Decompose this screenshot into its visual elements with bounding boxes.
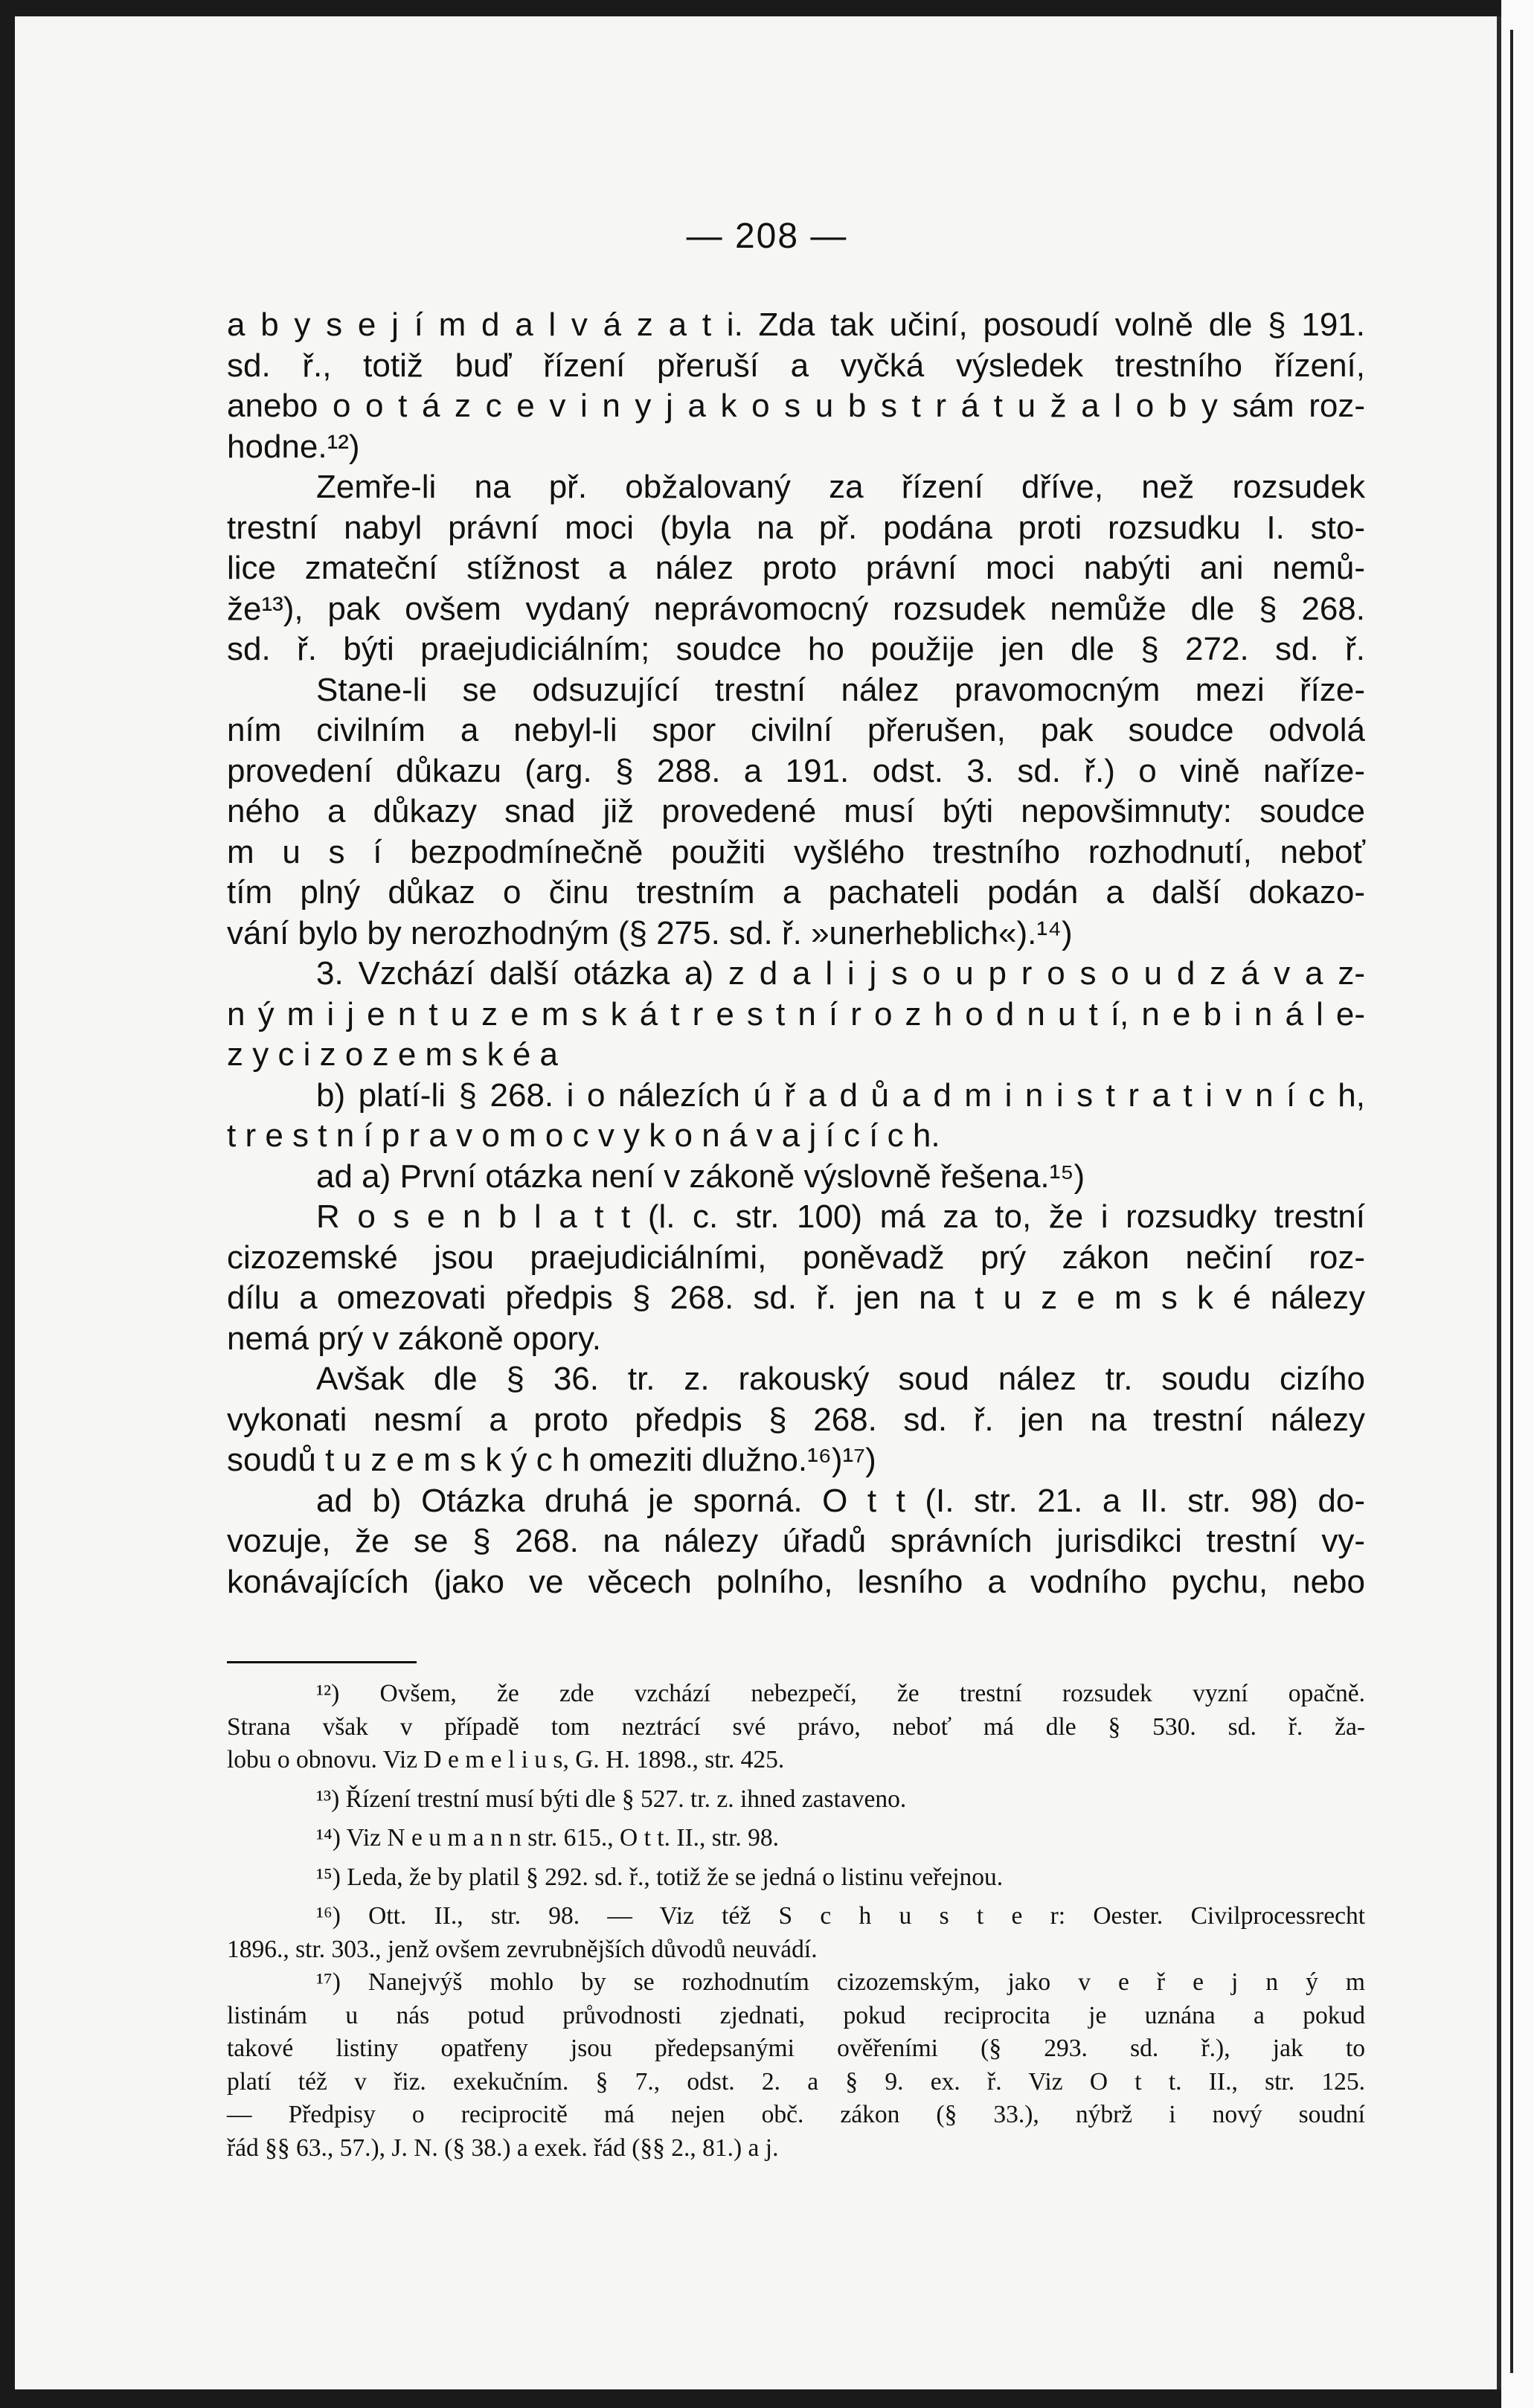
footnote-gap [227, 1777, 1365, 1783]
footnote-line: ¹⁵) Leda, že by platil § 292. sd. ř., totiž že se jedná o listinu veřejnou. [316, 1863, 1004, 1891]
footnotes [227, 1677, 1365, 2165]
text-line: sd. ř., totiž buď řízení přeruší a vyčká výsledek trestního řízení, [227, 347, 1365, 384]
footnote-line: řád §§ 63., 57.), J. N. (§ 38.) a exek. řád (§§ 2., 81.) a j. [227, 2134, 779, 2162]
text-line: n ý m i j e n t u z e m s k á t r e s t n í r o z h o d n u t í, n e b i n á l e- [227, 995, 1365, 1033]
text-line: nemá prý v zákoně opory. [227, 1320, 601, 1357]
text-line: z y c i z o z e m s k é a [227, 1036, 559, 1073]
text-line: dílu a omezovati předpis § 268. sd. ř. jen na t u z e m s k é nálezy [227, 1280, 1365, 1316]
text-line: hodne.¹²) [227, 428, 360, 465]
text-line: ného a důkazy snad již provedené musí býti nepovšimnuty: soudce [227, 793, 1365, 829]
footnote-line: platí též v řiz. exekučním. § 7., odst. 2. a § 9. ex. ř. Viz O t t. II., str. 125. [227, 2067, 1365, 2096]
text-line: trestní nabyl právní moci (byla na př. podána proti rozsudku I. sto- [227, 509, 1365, 546]
footnote-line: ¹⁶) Ott. II., str. 98. — Viz též S c h u s t e r: Oester. Civilprocessrecht [316, 1902, 1365, 1930]
text-line: Zemře-li na př. obžalovaný za řízení dříve, než rozsudek [316, 469, 1365, 505]
text-line: Avšak dle § 36. tr. z. rakouský soud nález tr. soudu cizího [316, 1361, 1365, 1397]
text-line: tím plný důkaz o činu trestním a pachateli podán a další dokazo- [227, 874, 1365, 911]
text-line: vozuje, že se § 268. na nálezy úřadů správních jurisdikci trestní vy- [227, 1523, 1365, 1559]
footnote-line: lobu o obnovu. Viz D e m e l i u s, G. H. 1898., str. 425. [227, 1746, 785, 1773]
footnote-line: ¹²) Ovšem, že zde vzchází nebezpečí, že trestní rozsudek vyzní opačně. [316, 1680, 1365, 1707]
footnote-line: — Předpisy o reciprocitě má nejen obč. zákon (§ 33.), nýbrž i nový soudní [227, 2101, 1365, 2128]
text-line: provedení důkazu (arg. § 288. a 191. odst. 3. sd. ř.) o vině naříze- [227, 752, 1365, 789]
text-line: vání bylo by nerozhodným (§ 275. sd. ř. »unerheblich«).¹⁴) [227, 914, 1073, 951]
page-edge-line [1510, 30, 1513, 2373]
page-edge [1501, 0, 1534, 2408]
text-line: konávajících (jako ve věcech polního, lesního a vodního pychu, nebo [227, 1563, 1365, 1600]
text-line: m u s í bezpodmínečně použiti vyšlého trestního rozhodnutí, neboť [227, 833, 1365, 870]
text-line: t r e s t n í p r a v o m o c v y k o n á v a j í c í c h. [227, 1117, 940, 1154]
text-line: 3. Vzchází další otázka a) z d a l i j s o u p r o s o u d z á v a z- [316, 955, 1365, 992]
text-line: a b y s e j í m d a l v á z a t i. Zda tak učiní, posoudí volně dle § 191. [227, 306, 1365, 343]
text-line: že¹³), pak ovšem vydaný neprávomocný rozsudek nemůže dle § 268. [227, 590, 1365, 627]
footnote-separator [227, 1661, 417, 1663]
footnote-line: ¹³) Řízení trestní musí býti dle § 527. tr. z. ihned zastaveno. [316, 1785, 907, 1813]
footnote-line: Strana však v případě tom neztrácí své právo, neboť má dle § 530. sd. ř. ža- [227, 1712, 1365, 1741]
body-text [227, 305, 1365, 1602]
text-line: ad a) První otázka není v zákoně výslovně řešena.¹⁵) [316, 1158, 1085, 1195]
text-line: vykonati nesmí a proto předpis § 268. sd. ř. jen na trestní nálezy [227, 1401, 1365, 1438]
footnote-gap [227, 1894, 1365, 1900]
footnote-line: ¹⁷) Nanejvýš mohlo by se rozhodnutím cizozemským, jako v e ř e j n ý m [316, 1968, 1365, 1996]
text-line: anebo o o t á z c e v i n y j a k o s u b s t r á t u ž a l o b y sám roz- [227, 388, 1365, 424]
page-number: — 208 — [686, 216, 848, 256]
text-line: b) platí-li § 268. i o nálezích ú ř a d ů a d m i n i s t r a t i v n í c h, [316, 1076, 1365, 1114]
text-line: R o s e n b l a t t (l. c. str. 100) má za to, že i rozsudky trestní [316, 1198, 1365, 1235]
footnote-gap [227, 1816, 1365, 1822]
text-line: lice zmateční stížnost a nález proto právní moci nabýti ani nemů- [227, 550, 1365, 586]
footnote-gap [227, 1855, 1365, 1861]
footnote-line: takové listiny opatřeny jsou předepsanými ověřeními (§ 293. sd. ř.), jak to [227, 2035, 1365, 2062]
footnote-line: ¹⁴) Viz N e u m a n n str. 615., O t t. II., str. 98. [316, 1824, 780, 1852]
footnote-line: 1896., str. 303., jenž ovšem zevrubnějších důvodů neuvádí. [227, 1935, 818, 1963]
text-line: ním civilním a nebyl-li spor civilní přerušen, pak soudce odvolá [227, 712, 1365, 748]
text-line: ad b) Otázka druhá je sporná. O t t (I. str. 21. a II. str. 98) do- [316, 1482, 1365, 1519]
text-line: soudů t u z e m s k ý c h omeziti dlužno.¹⁶)¹⁷) [227, 1442, 876, 1478]
text-line: cizozemské jsou praejudiciálními, poněvadž prý zákon nečiní roz- [227, 1239, 1365, 1276]
text-line: Stane-li se odsuzující trestní nález pravomocným mezi říze- [316, 671, 1365, 708]
text-line: sd. ř. býti praejudiciálním; soudce ho použije jen dle § 272. sd. ř. [227, 631, 1365, 667]
footnote-line: listinám u nás potud průvodnosti zjednati, pokud reciprocita je uznána a pokud [227, 2001, 1365, 2029]
